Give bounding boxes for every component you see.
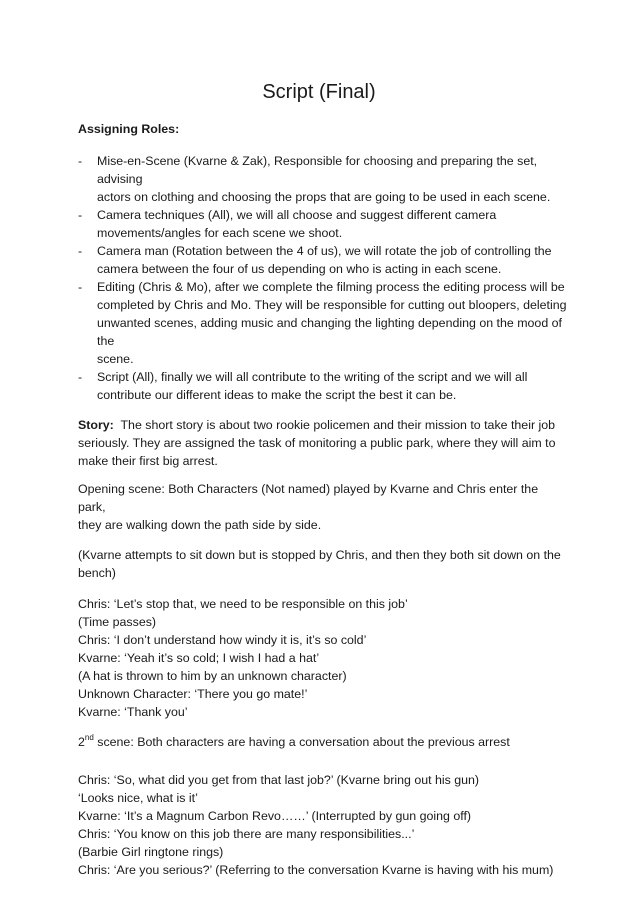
dialogue-line: (A hat is thrown to him by an unknown character) [78, 669, 347, 683]
role-text-line: unwanted scenes, adding music and changing the lighting depending on the mood of the [97, 316, 562, 348]
role-text-line: movements/angles for each scene we shoot. [97, 226, 343, 240]
role-text-line: Mise-en-Scene (Kvarne & Zak), Responsible for choosing and preparing the set, advising [97, 154, 538, 186]
dialogue-line: Kvarne: ‘Yeah it’s so cold; I wish I had a hat’ [78, 651, 320, 665]
second-scene-heading [78, 733, 568, 751]
role-text-line: Script (All), finally we will all contribute to the writing of the script and we will all [97, 370, 528, 384]
role-text-line: Camera man (Rotation between the 4 of us), we will rotate the job of controlling the [97, 244, 552, 258]
list-dash: - [78, 154, 83, 168]
role-item [78, 278, 568, 368]
list-dash: - [78, 280, 83, 294]
opening-line: Opening scene: Both Characters (Not named) played by Kvarne and Chris enter the park, [78, 482, 539, 514]
dialogue-line: Chris: ‘I don’t understand how windy it is, it’s so cold’ [78, 633, 367, 647]
list-dash: - [78, 208, 83, 222]
dialogue-line: (Barbie Girl ringtone rings) [78, 845, 224, 859]
role-text-line: actors on clothing and choosing the props that are going to be used in each scene. [97, 190, 551, 204]
role-text-line: scene. [97, 352, 134, 366]
story-text: The short story is about two rookie policemen and their mission to take their job [120, 418, 556, 432]
stage-direction-line: bench) [78, 566, 116, 580]
scene-number-suffix: nd [84, 732, 94, 742]
stage-direction-line: (Kvarne attempts to sit down but is stopped by Chris, and then they both sit down on the [78, 548, 561, 562]
role-item [78, 368, 568, 404]
dialogue-line: Chris: ‘Let’s stop that, we need to be responsible on this job’ [78, 597, 408, 611]
role-text-line: Editing (Chris & Mo), after we complete the filming process the editing process will be [97, 280, 565, 294]
roles-heading: Assigning Roles: [78, 122, 180, 136]
dialogue-block-1 [78, 595, 568, 721]
role-item [78, 206, 568, 242]
role-text-line: Camera techniques (All), we will all choose and suggest different camera [97, 208, 497, 222]
dialogue-line: Chris: ‘So, what did you get from that last job?’ (Kvarne bring out his gun) [78, 773, 480, 787]
stage-direction-paragraph [78, 546, 568, 582]
role-text-line: contribute our different ideas to make the script the best it can be. [97, 388, 457, 402]
document-body [78, 120, 568, 879]
story-paragraph [78, 416, 568, 470]
story-line: make their first big arrest. [78, 454, 218, 468]
role-text-line: completed by Chris and Mo. They will be responsible for cutting out bloopers, deleting [97, 298, 567, 312]
list-dash: - [78, 370, 83, 384]
role-text-line: camera between the four of us depending on who is acting in each scene. [97, 262, 502, 276]
role-item [78, 242, 568, 278]
dialogue-block-2 [78, 771, 568, 879]
dialogue-line: (Time passes) [78, 615, 157, 629]
story-line: seriously. They are assigned the task of monitoring a public park, where they will aim to [78, 436, 556, 450]
dialogue-line: ‘Looks nice, what is it’ [78, 791, 198, 805]
opening-line: they are walking down the path side by side. [78, 518, 322, 532]
scene-description: scene: Both characters are having a conversation about the previous arrest [93, 735, 510, 749]
dialogue-line: Chris: ‘Are you serious?’ (Referring to the conversation Kvarne is having with his mum) [78, 863, 554, 877]
roles-list [78, 152, 568, 404]
page-title: Script (Final) [262, 81, 376, 103]
dialogue-line: Kvarne: ‘It’s a Magnum Carbon Revo……’ (Interrupted by gun going off) [78, 809, 472, 823]
dialogue-line: Kvarne: ‘Thank you’ [78, 705, 188, 719]
list-dash: - [78, 244, 83, 258]
scene-number: 2 [78, 735, 85, 749]
story-label: Story: [78, 418, 114, 432]
opening-scene-paragraph [78, 480, 568, 534]
dialogue-line: Unknown Character: ‘There you go mate!’ [78, 687, 308, 701]
story-line [78, 416, 568, 434]
role-item [78, 152, 568, 206]
dialogue-line: Chris: ‘You know on this job there are many responsibilities...’ [78, 827, 415, 841]
